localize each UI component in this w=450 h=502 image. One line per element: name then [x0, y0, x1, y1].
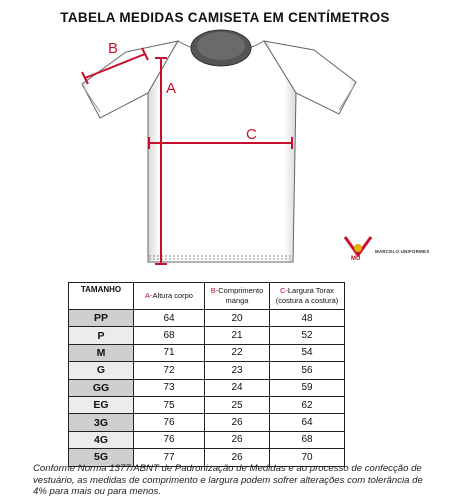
- cell-c: 68: [270, 431, 345, 448]
- cell-b: 26: [205, 414, 270, 431]
- header-b: B-Comprimento manga: [205, 283, 270, 310]
- cell-size: 5G: [69, 449, 134, 466]
- table-row: [69, 414, 345, 431]
- cell-b: 23: [205, 362, 270, 379]
- cell-b: 26: [205, 449, 270, 466]
- table-header-row: [69, 283, 345, 310]
- cell-b: 26: [205, 431, 270, 448]
- header-size: TAMANHO: [69, 283, 134, 310]
- cell-c: 62: [270, 396, 345, 413]
- cell-b: 22: [205, 344, 270, 361]
- label-c: C: [246, 126, 257, 143]
- table-row: [69, 379, 345, 396]
- tolerance-note: Conforme Norma 1377/ABNT de Padronização de Medidas e ao processo de confecção de vestuário, as medidas de comprimento e largura podem sofrer alterações com tolerância de 4% para mais ou para menos.: [33, 463, 423, 497]
- cell-c: 48: [270, 310, 345, 327]
- cell-c: 70: [270, 449, 345, 466]
- cell-size: 4G: [69, 431, 134, 448]
- shirt-body: [148, 41, 296, 262]
- table-row: [69, 431, 345, 448]
- page-title: TABELA MEDIDAS CAMISETA EM CENTÍMETROS: [60, 10, 390, 25]
- cell-size: M: [69, 344, 134, 361]
- table-row: [69, 362, 345, 379]
- cell-a: 75: [134, 396, 205, 413]
- cell-size: GG: [69, 379, 134, 396]
- cell-b: 20: [205, 310, 270, 327]
- cell-c: 64: [270, 414, 345, 431]
- cell-size: G: [69, 362, 134, 379]
- cell-c: 56: [270, 362, 345, 379]
- cell-a: 71: [134, 344, 205, 361]
- cell-size: EG: [69, 396, 134, 413]
- table-row: [69, 344, 345, 361]
- cell-a: 73: [134, 379, 205, 396]
- brand-logo-icon: [343, 235, 373, 261]
- cell-a: 77: [134, 449, 205, 466]
- cell-size: P: [69, 327, 134, 344]
- cell-b: 25: [205, 396, 270, 413]
- table-row: [69, 396, 345, 413]
- brand-name: MARCELO UNIFORMES: [375, 249, 430, 254]
- label-b: B: [108, 40, 119, 57]
- cell-c: 59: [270, 379, 345, 396]
- cell-a: 64: [134, 310, 205, 327]
- cell-b: 21: [205, 327, 270, 344]
- size-table: [68, 282, 345, 467]
- table-row: [69, 310, 345, 327]
- cell-c: 54: [270, 344, 345, 361]
- label-a: A: [166, 80, 177, 97]
- cell-a: 76: [134, 414, 205, 431]
- cell-c: 52: [270, 327, 345, 344]
- cell-b: 24: [205, 379, 270, 396]
- cell-size: 3G: [69, 414, 134, 431]
- brand-mark-text: MU: [351, 256, 361, 261]
- cell-a: 76: [134, 431, 205, 448]
- header-c: C-Largura Torax (costura a costura): [270, 283, 345, 310]
- header-a: A-Altura corpo: [134, 283, 205, 310]
- cell-a: 68: [134, 327, 205, 344]
- cell-a: 72: [134, 362, 205, 379]
- table-row: [69, 327, 345, 344]
- cell-size: PP: [69, 310, 134, 327]
